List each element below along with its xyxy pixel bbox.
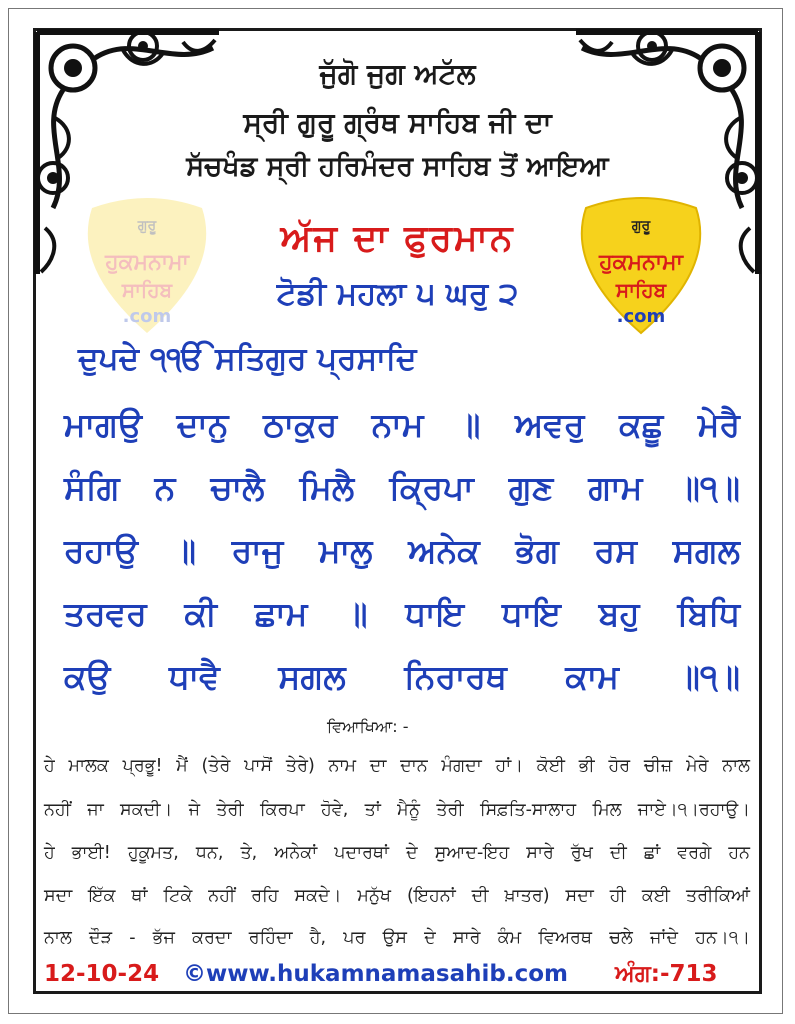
logo-top-text: ਗੁਰੂ bbox=[137, 218, 157, 234]
vyakhia-label: ਵਿਆਖਿਆ: - bbox=[327, 717, 409, 736]
logo-text-1: ਹੁਕਮਨਾਮਾ bbox=[105, 250, 189, 275]
logo-top-text: ਗੁਰੂ bbox=[631, 218, 651, 234]
footer-ang-number: ਅੰਗ:-713 bbox=[615, 961, 718, 987]
raag-line: ਟੋਡੀ ਮਹਲਾ ੫ ਘਰੁ ੨ bbox=[276, 276, 519, 312]
gurbani-line: ਸੰਗਿ ਨ ਚਾਲੈ ਮਿਲੈ ਕ੍ਰਿਪਾ ਗੁਣ ਗਾਮ ॥੧॥ bbox=[64, 468, 740, 507]
explanation-line: ਹੇ ਮਾਲਕ ਪ੍ਰਭੂ! ਮੈਂ (ਤੇਰੇ ਪਾਸੋਂ ਤੇਰੇ) ਨਾਮ ਦਾ ਦਾਨ ਮੰਗਦਾ ਹਾਂ। ਕੋਈ ਭੀ ਹੋਰ ਚੀਜ਼ ਮੇਰੇ ਨਾਲ bbox=[44, 756, 750, 776]
gurbani-line: ਕਉ ਧਾਵੈ ਸਗਲ ਨਿਰਾਰਥ ਕਾਮ ॥੧॥ bbox=[64, 657, 740, 696]
footer-website-link[interactable]: ©www.hukamnamasahib.com bbox=[183, 961, 568, 987]
logo-text-2: ਸਾਹਿਬ bbox=[121, 278, 173, 302]
explanation-line: ਨਹੀਂ ਜਾ ਸਕਦੀ। ਜੇ ਤੇਰੀ ਕਿਰਪਾ ਹੋਵੇ, ਤਾਂ ਮੈਨੂੰ ਤੇਰੀ ਸਿਫ਼ਤਿ-ਸਾਲਾਹ ਮਿਲ ਜਾਏ।੧।ਰਹਾਉ। bbox=[44, 800, 750, 820]
explanation-line: ਹੇ ਭਾਈ! ਹੁਕੂਮਤ, ਧਨ, ਤੇ, ਅਨੇਕਾਂ ਪਦਾਰਥਾਂ ਦੇ ਸੁਆਦ-ਇਹ ਸਾਰੇ ਰੁੱਖ ਦੀ ਛਾਂ ਵਰਗੇ ਹਨ bbox=[44, 843, 750, 863]
header-line-2: ਸ੍ਰੀ ਗੁਰੂ ਗ੍ਰੰਥ ਸਾਹਿਬ ਜੀ ਦਾ bbox=[243, 106, 552, 139]
manglacharan-line: ਦੁਪਦੇ ੧ੴ ਸਤਿਗੁਰ ਪ੍ਰਸਾਦਿ bbox=[78, 341, 417, 377]
hukamnama-logo-faded bbox=[72, 188, 222, 338]
explanation-line: ਸਦਾ ਇੱਕ ਥਾਂ ਟਿਕੇ ਨਹੀਂ ਰਹਿ ਸਕਦੇ। ਮਨੁੱਖ (ਇਹਨਾਂ ਦੀ ਖ਼ਾਤਰ) ਸਦਾ ਹੀ ਕਈ ਤਰੀਕਿਆਂ bbox=[44, 886, 750, 906]
logo-text-3: .com bbox=[122, 306, 172, 327]
farman-title: ਅੱਜ ਦਾ ਫੁਰਮਾਨ bbox=[280, 218, 515, 259]
footer-date: 12-10-24 bbox=[44, 961, 160, 987]
explanation-line: ਨਾਲ ਦੌੜ - ਭੱਜ ਕਰਦਾ ਰਹਿੰਦਾ ਹੈ, ਪਰ ਉਸ ਦੇ ਸਾਰੇ ਕੰਮ ਵਿਅਰਥ ਚਲੇ ਜਾਂਦੇ ਹਨ।੧। bbox=[44, 928, 750, 948]
logo-text-2: ਸਾਹਿਬ bbox=[615, 278, 667, 302]
logo-text-3: .com bbox=[616, 306, 666, 327]
logo-text-1: ਹੁਕਮਨਾਮਾ bbox=[599, 250, 683, 275]
gurbani-line: ਰਹਾਉ ॥ ਰਾਜੁ ਮਾਲੁ ਅਨੇਕ ਭੋਗ ਰਸ ਸਗਲ bbox=[64, 531, 740, 570]
gurbani-line: ਤਰਵਰ ਕੀ ਛਾਮ ॥ ਧਾਇ ਧਾਇ ਬਹੁ ਬਿਧਿ bbox=[64, 594, 740, 633]
gurbani-line: ਮਾਗਉ ਦਾਨੁ ਠਾਕੁਰ ਨਾਮ ॥ ਅਵਰੁ ਕਛੂ ਮੇਰੈ bbox=[64, 405, 740, 444]
header-line-3: ਸੱਚਖੰਡ ਸ੍ਰੀ ਹਰਿਮੰਦਰ ਸਾਹਿਬ ਤੋਂ ਆਇਆ bbox=[186, 151, 609, 182]
header-line-1: ਜੁੱਗੋ ਜੁਗ ਅਟੱਲ bbox=[319, 57, 476, 90]
hukamnama-logo bbox=[566, 188, 716, 338]
